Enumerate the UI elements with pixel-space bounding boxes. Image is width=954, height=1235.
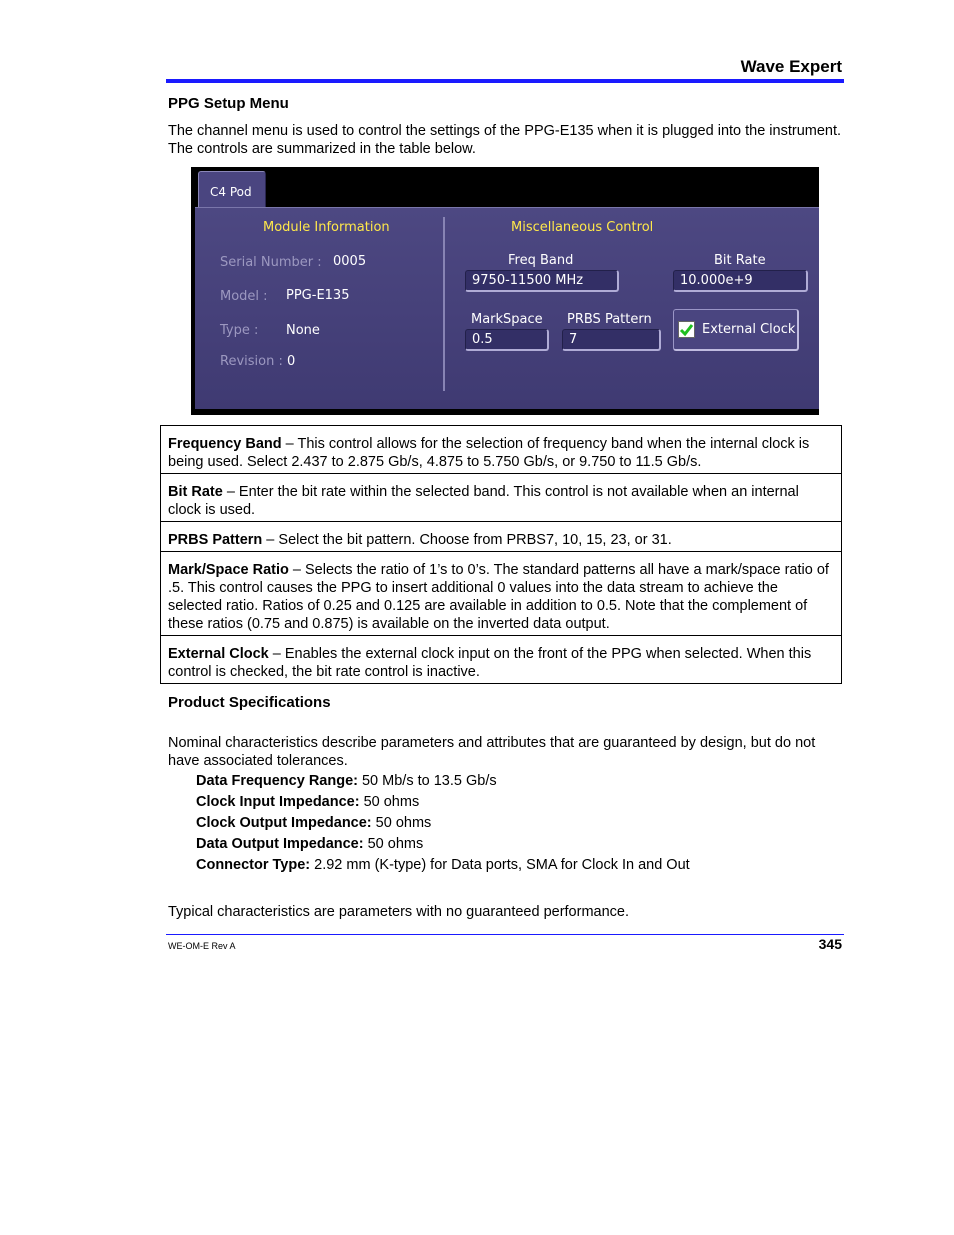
type-label: Type :: [220, 323, 259, 338]
spec-item: [196, 794, 419, 810]
table-row: [161, 474, 842, 522]
control-term: External Clock: [168, 646, 269, 662]
tab-c4-pod[interactable]: C4 Pod: [198, 171, 266, 209]
tab-bar: [191, 167, 819, 207]
checkmark-icon: [678, 321, 695, 338]
revision-label: Revision :: [220, 354, 283, 369]
spec-label: Clock Input Impedance:: [196, 794, 360, 810]
spec-label: Data Frequency Range:: [196, 773, 358, 789]
table-row: [161, 552, 842, 636]
spec-value: 50 ohms: [371, 815, 432, 831]
prbs-pattern-field[interactable]: 7: [562, 329, 661, 351]
control-term: Frequency Band: [168, 436, 282, 452]
misc-control-title: Miscellaneous Control: [511, 220, 654, 235]
spec-label: Connector Type:: [196, 857, 311, 873]
spec-value: 50 ohms: [359, 794, 420, 810]
bit-rate-label: Bit Rate: [714, 253, 766, 268]
footer-rule: [166, 934, 844, 935]
spec-item: [196, 836, 423, 852]
section-divider: [443, 217, 445, 391]
module-info-title: Module Information: [263, 220, 390, 235]
section-heading-ppg-setup: PPG Setup Menu: [168, 95, 289, 112]
spec-item: [196, 857, 690, 873]
ppg-menu-screenshot: [191, 167, 819, 415]
control-description: – Select the bit pattern. Choose from PRBS7, 10, 15, 23, or 31.: [262, 532, 672, 548]
table-row: [161, 522, 842, 552]
control-description: – Enter the bit rate within the selected band. This control is not available when an internal clock is used.: [168, 484, 799, 518]
external-clock-checkbox[interactable]: [673, 309, 799, 351]
spec-label: Clock Output Impedance:: [196, 815, 372, 831]
section-heading-product-specs: Product Specifications: [168, 694, 331, 711]
serial-number-value: 0005: [333, 254, 367, 269]
control-term: Bit Rate: [168, 484, 223, 500]
menu-body: [195, 207, 819, 410]
table-row: [161, 636, 842, 684]
footer-page-number: 345: [818, 936, 842, 952]
table-row: [161, 426, 842, 474]
header-title: Wave Expert: [740, 57, 842, 76]
header-rule: [166, 79, 844, 83]
control-term: PRBS Pattern: [168, 532, 263, 548]
freq-band-field[interactable]: 9750-11500 MHz: [465, 270, 619, 292]
type-value: None: [286, 323, 320, 338]
freq-band-label: Freq Band: [508, 253, 574, 268]
control-description: – Selects the ratio of 1’s to 0’s. The standard patterns all have a mark/space ratio of .5. This control causes the PPG to insert additional 0 values into the data stream to achieve the selected ratio. Ratios of 0.25 and 0.125 are available in addition to 0.5. Note that the complement of these ratios (0.75 and 0.875) is available on the inverted data output.: [168, 562, 829, 632]
bit-rate-field[interactable]: 10.000e+9: [673, 270, 808, 292]
intro-paragraph: The channel menu is used to control the settings of the PPG-E135 when it is plugged into the instrument. The controls are summarized in the table below.: [168, 123, 842, 157]
markspace-field[interactable]: 0.5: [465, 329, 549, 351]
model-label: Model :: [220, 289, 268, 304]
control-term: Mark/Space Ratio: [168, 562, 289, 578]
spec-value: 50 Mb/s to 13.5 Gb/s: [357, 773, 497, 789]
model-value: PPG-E135: [286, 288, 350, 303]
control-description: – This control allows for the selection of frequency band when the internal clock is being used. Select 2.437 to 2.875 Gb/s, 4.875 to 5.750 Gb/s, or 9.750 to 11.5 Gb/s.: [168, 436, 810, 470]
nominal-intro: Nominal characteristics describe parameters and attributes that are guaranteed by design, but do not have associated tolerances.: [168, 735, 816, 769]
spec-label: Data Output Impedance:: [196, 836, 364, 852]
external-clock-label: External Clock: [702, 322, 796, 337]
prbs-pattern-label: PRBS Pattern: [567, 312, 652, 327]
revision-value: 0: [287, 354, 296, 369]
control-description: – Enables the external clock input on the front of the PPG when selected. When this control is checked, the bit rate control is inactive.: [168, 646, 812, 680]
markspace-label: MarkSpace: [471, 312, 543, 327]
spec-item: [196, 773, 497, 789]
footer-doc-id: WE-OM-E Rev A: [168, 941, 236, 951]
serial-number-label: Serial Number :: [220, 255, 322, 270]
spec-item: [196, 815, 431, 831]
spec-value: 50 ohms: [363, 836, 424, 852]
spec-value: 2.92 mm (K-type) for Data ports, SMA for Clock In and Out: [310, 857, 690, 873]
controls-table: [160, 425, 842, 684]
typical-intro: Typical characteristics are parameters with no guaranteed performance.: [168, 904, 629, 920]
panel-bottom-edge: [195, 409, 819, 415]
